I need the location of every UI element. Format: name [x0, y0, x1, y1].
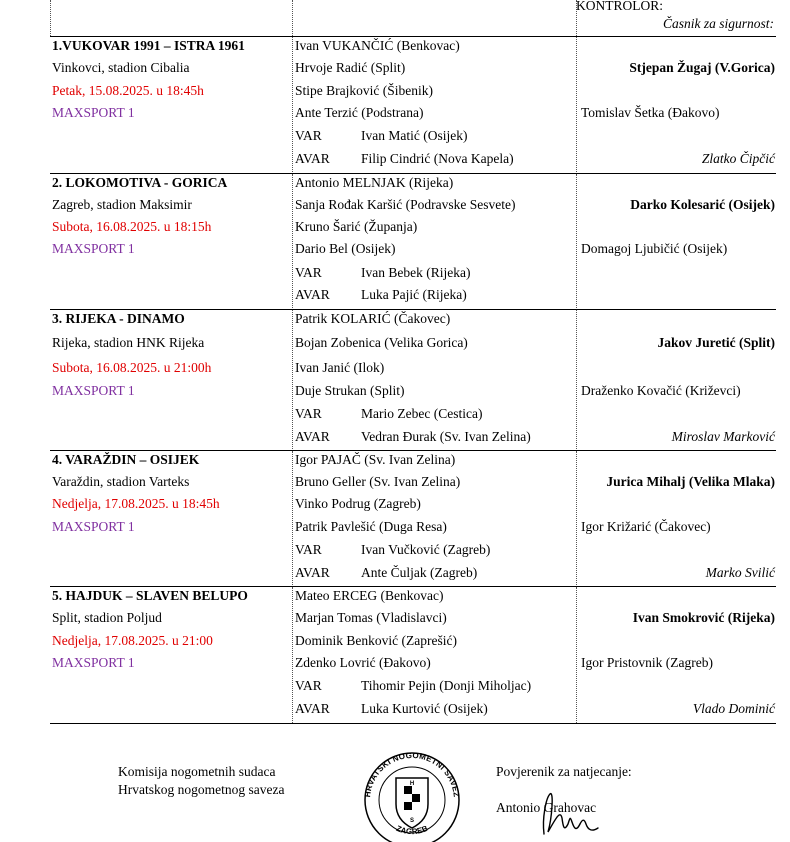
var-official: Tihomir Pejin (Donji Miholjac): [361, 678, 532, 693]
match-venue: Split, stadion Poljud: [52, 610, 162, 625]
referee: Igor PAJAČ (Sv. Ivan Zelina): [295, 452, 456, 467]
match-block-2: [50, 173, 776, 310]
officials-column: [292, 587, 577, 723]
referee: Ivan VUKANČIĆ (Benkovac): [295, 38, 460, 53]
referee-controller: Draženko Kovačić (Križevci): [581, 383, 741, 398]
match-date: Nedjelja, 17.08.2025. u 18:45h: [52, 496, 220, 511]
referee: Mateo ERCEG (Benkovac): [295, 588, 444, 603]
match-block-5: [50, 586, 776, 724]
security-officer-label: Časnik za sigurnost:: [662, 16, 774, 31]
var-official: Ivan Matić (Osijek): [361, 128, 468, 143]
supervision-column: [576, 37, 777, 174]
commissioner-name: Antonio Grahovac: [496, 800, 597, 815]
match-date: Petak, 15.08.2025. u 18:45h: [52, 83, 204, 98]
match-venue: Vinkovci, stadion Cibalia: [52, 60, 190, 75]
supervision-column: [576, 310, 777, 451]
assistant-referee-1: Hrvoje Radić (Split): [295, 60, 406, 75]
match-info-column: [50, 37, 292, 174]
avar-label: AVAR: [295, 429, 330, 444]
avar-official: Luka Kurtović (Osijek): [361, 701, 488, 716]
avar-row: [295, 287, 467, 303]
match-delegate: Ivan Smokrović (Rijeka): [632, 610, 775, 625]
fourth-official: Zdenko Lovrić (Đakovo): [295, 655, 431, 670]
match-date: Nedjelja, 17.08.2025. u 21:00: [52, 633, 213, 648]
officials-column: [292, 174, 577, 310]
var-label: VAR: [295, 128, 322, 143]
match-venue: Zagreb, stadion Maksimir: [52, 197, 192, 212]
match-broadcaster: MAXSPORT 1: [52, 383, 135, 398]
assistant-referee-1: Bojan Zobenica (Velika Gorica): [295, 335, 468, 350]
var-label: VAR: [295, 678, 322, 693]
fourth-official: Patrik Pavlešić (Duga Resa): [295, 519, 447, 534]
match-broadcaster: MAXSPORT 1: [52, 241, 135, 256]
officials-column: [292, 310, 577, 451]
match-info-column: [50, 310, 292, 451]
match-delegate: Jurica Mihalj (Velika Mlaka): [606, 474, 775, 489]
referee: Antonio MELNJAK (Rijeka): [295, 175, 454, 190]
match-delegate: Jakov Juretić (Split): [657, 335, 775, 350]
svg-text:H: H: [409, 781, 415, 787]
var-label: VAR: [295, 265, 322, 280]
signature-image: [536, 788, 606, 838]
assistant-referee-2: Vinko Podrug (Zagreb): [295, 496, 421, 511]
kontrolor-label: KONTROLOR:: [576, 0, 663, 13]
match-delegate: Darko Kolesarić (Osijek): [630, 197, 775, 212]
match-title: 3. RIJEKA - DINAMO: [52, 311, 185, 326]
match-date: Subota, 16.08.2025. u 21:00h: [52, 360, 212, 375]
var-label: VAR: [295, 406, 322, 421]
avar-label: AVAR: [295, 701, 330, 716]
referee-controller: Tomislav Šetka (Đakovo): [581, 105, 720, 120]
commissioner-title: Povjerenik za natjecanje:: [496, 764, 632, 779]
var-row: [295, 406, 482, 422]
fourth-official: Dario Bel (Osijek): [295, 241, 396, 256]
fourth-official: Ante Terzić (Podstrana): [295, 105, 424, 120]
var-row: [295, 128, 467, 144]
assistant-referee-2: Stipe Brajković (Šibenik): [295, 83, 433, 98]
var-official: Mario Zebec (Cestica): [361, 406, 483, 421]
commission-line-2: Hrvatskog nogometnog saveza: [118, 782, 285, 797]
match-block-4: [50, 450, 776, 587]
commission-line-1: Komisija nogometnih sudaca: [118, 764, 276, 779]
match-title: 2. LOKOMOTIVA - GORICA: [52, 175, 228, 190]
var-row: [295, 678, 531, 694]
avar-label: AVAR: [295, 151, 330, 166]
officials-column: [292, 37, 577, 174]
match-title: 5. HAJDUK – SLAVEN BELUPO: [52, 588, 248, 603]
referee-controller: Domagoj Ljubičić (Osijek): [581, 241, 728, 256]
referee-controller: Igor Križarić (Čakovec): [581, 519, 711, 534]
var-official: Ivan Vučković (Zagreb): [361, 542, 491, 557]
avar-label: AVAR: [295, 287, 330, 302]
svg-text:S: S: [409, 818, 415, 824]
match-block-3: [50, 309, 776, 451]
svg-text:HRVATSKI NOGOMETNI SAVEZ: HRVATSKI NOGOMETNI SAVEZ: [363, 752, 461, 798]
avar-row: [295, 565, 477, 581]
supervision-column: [576, 587, 777, 723]
avar-row: [295, 151, 514, 167]
avar-official: Ante Čuljak (Zagreb): [361, 565, 478, 580]
header-middle-cell: [292, 0, 577, 36]
supervision-column: [576, 451, 777, 587]
hns-seal-logo: [360, 752, 464, 842]
var-row: [295, 265, 470, 281]
assistant-referee-2: Dominik Benković (Zaprešić): [295, 633, 457, 648]
match-title: 4. VARAŽDIN – OSIJEK: [52, 452, 200, 467]
avar-official: Filip Cindrić (Nova Kapela): [361, 151, 514, 166]
fourth-official: Duje Strukan (Split): [295, 383, 405, 398]
var-row: [295, 542, 490, 558]
security-officer: Vlado Dominić: [692, 701, 775, 716]
match-broadcaster: MAXSPORT 1: [52, 519, 135, 534]
assistant-referee-2: Kruno Šarić (Županja): [295, 219, 418, 234]
assistant-referee-1: Sanja Rođak Karšić (Podravske Sesvete): [295, 197, 516, 212]
assistant-referee-1: Marjan Tomas (Vladislavci): [295, 610, 447, 625]
assistant-referee-1: Bruno Geller (Sv. Ivan Zelina): [295, 474, 461, 489]
avar-row: [295, 701, 488, 717]
referee: Patrik KOLARIĆ (Čakovec): [295, 311, 451, 326]
var-official: Ivan Bebek (Rijeka): [361, 265, 471, 280]
assistant-referee-2: Ivan Janić (Ilok): [295, 360, 385, 375]
header-left-cell: [50, 0, 293, 36]
match-block-1: [50, 36, 776, 174]
match-info-column: [50, 451, 292, 587]
avar-label: AVAR: [295, 565, 330, 580]
match-title: 1.VUKOVAR 1991 – ISTRA 1961: [52, 38, 245, 53]
match-delegate: Stjepan Žugaj (V.Gorica): [629, 60, 775, 75]
match-venue: Varaždin, stadion Varteks: [52, 474, 190, 489]
avar-official: Vedran Đurak (Sv. Ivan Zelina): [361, 429, 531, 444]
referee-controller: Igor Pristovnik (Zagreb): [581, 655, 713, 670]
match-broadcaster: MAXSPORT 1: [52, 105, 135, 120]
supervision-column: [576, 174, 777, 310]
security-officer: Zlatko Čipčić: [701, 151, 775, 166]
security-officer: Miroslav Marković: [671, 429, 775, 444]
avar-official: Luka Pajić (Rijeka): [361, 287, 467, 302]
match-venue: Rijeka, stadion HNK Rijeka: [52, 335, 205, 350]
security-officer: Marko Svilić: [705, 565, 775, 580]
match-info-column: [50, 174, 292, 310]
var-label: VAR: [295, 542, 322, 557]
avar-row: [295, 429, 531, 445]
svg-text:ZAGREB: ZAGREB: [394, 823, 430, 837]
officials-column: [292, 451, 577, 587]
match-info-column: [50, 587, 292, 723]
match-broadcaster: MAXSPORT 1: [52, 655, 135, 670]
match-date: Subota, 16.08.2025. u 18:15h: [52, 219, 212, 234]
